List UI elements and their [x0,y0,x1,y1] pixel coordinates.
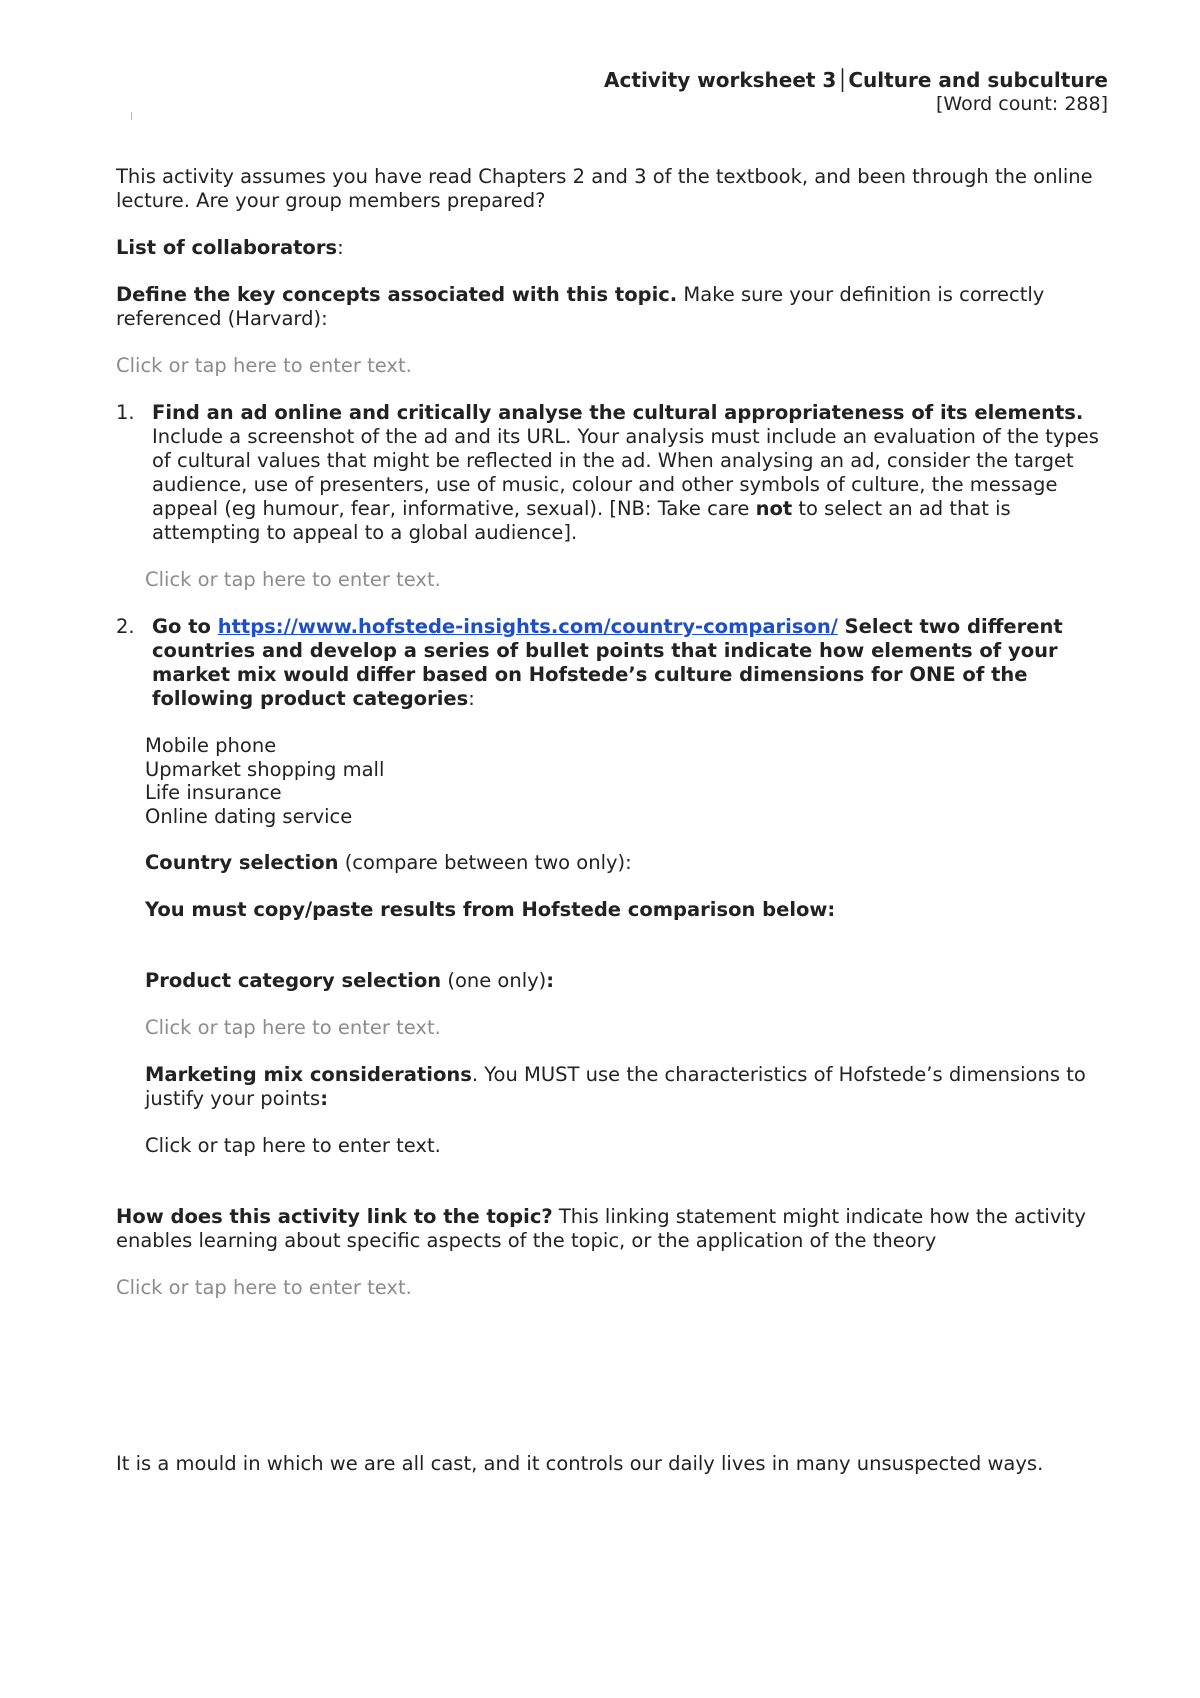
product-selection-colon: : [546,969,555,992]
link-topic-instructions: This linking statement might indicate how the activity enables learning about specific aspects of the topic, or the application of the theory [116,1205,1086,1252]
question-1-instructions-a: Include a screenshot of the ad and its URL. Your analysis must include an evaluation of the types of cultural values that might be reflected in the ad. When analysing an ad, consider the target audience, use of presenters, use of music, colour and other symbols of culture, the message appeal (eg humour, fear, informative, sexual). [NB: Take care [152,425,1099,520]
define-text-field[interactable]: Click or tap here to enter text. [116,354,412,377]
question-1-not: not [755,497,793,520]
category-item: Upmarket shopping mall [145,757,385,781]
question-2-go-to: Go to [152,615,218,638]
question-2-number: 2. [116,615,135,638]
question-1-text [152,401,1106,545]
marketing-mix-instructions: . You MUST use the characteristics of Hofstede’s dimensions to justify your points [145,1063,1086,1110]
marketing-mix-colon: : [320,1087,329,1110]
collaborators-label: List of collaborators [116,236,338,259]
country-selection-label: Country selection [145,851,339,874]
question-1 [116,401,1106,545]
question-2-heading: Select two different countries and develop a series of bullet points that indicate how elements of your market mix would differ based on Hofstede’s culture dimensions for ONE of the following product categories [152,615,1063,710]
product-selection [145,969,1106,993]
product-selection-label: Product category selection [145,969,442,992]
define-paragraph [116,283,1106,331]
question-1-number: 1. [116,401,135,424]
hofstede-link[interactable]: https://www.hofstede-insights.com/country-comparison/ [217,615,838,638]
collaborators-line [116,236,1106,260]
country-selection-hint: (compare between two only): [338,851,632,874]
category-item: Mobile phone [145,734,277,757]
product-category-list [145,734,1106,828]
worksheet-title: Activity worksheet 3│Culture and subculture [604,68,1108,92]
define-instructions: Make sure your definition is correctly referenced (Harvard): [116,283,1045,330]
cursor-mark [131,112,132,120]
marketing-mix [145,1063,1106,1111]
marketing-mix-text-field[interactable]: Click or tap here to enter text. [145,1134,441,1157]
intro-paragraph: This activity assumes you have read Chapters 2 and 3 of the textbook, and been through the online lecture. Are your group members prepared? [116,165,1093,212]
document-body [116,165,1106,1300]
country-selection [145,851,1106,875]
collaborators-colon: : [337,236,344,259]
question-2-text [152,615,1106,711]
question-1-instructions-b: to select an ad that is attempting to appeal to a global audience]. [152,497,1011,544]
question-1-text-field[interactable]: Click or tap here to enter text. [145,568,441,591]
category-item: Online dating service [145,804,353,828]
product-selection-hint: (one only) [441,969,547,992]
marketing-mix-label: Marketing mix considerations [145,1063,472,1086]
link-topic-text-field[interactable]: Click or tap here to enter text. [116,1276,412,1299]
word-count: [Word count: 288] [935,93,1108,115]
category-item: Life insurance [145,781,282,804]
question-2-colon: : [468,687,475,710]
link-topic-heading: How does this activity link to the topic? [116,1205,553,1228]
copy-paste-instruction: You must copy/paste results from Hofstede comparison below: [145,898,836,921]
product-selection-text-field[interactable]: Click or tap here to enter text. [145,1016,441,1039]
footer-quote: It is a mould in which we are all cast, and it controls our daily lives in many unsuspected ways. [116,1452,1044,1475]
question-2 [116,615,1106,711]
define-heading: Define the key concepts associated with this topic. [116,283,678,306]
page-header [604,68,1108,116]
link-topic-paragraph [116,1205,1106,1253]
question-1-heading: Find an ad online and critically analyse the cultural appropriateness of its elements. [152,401,1084,424]
